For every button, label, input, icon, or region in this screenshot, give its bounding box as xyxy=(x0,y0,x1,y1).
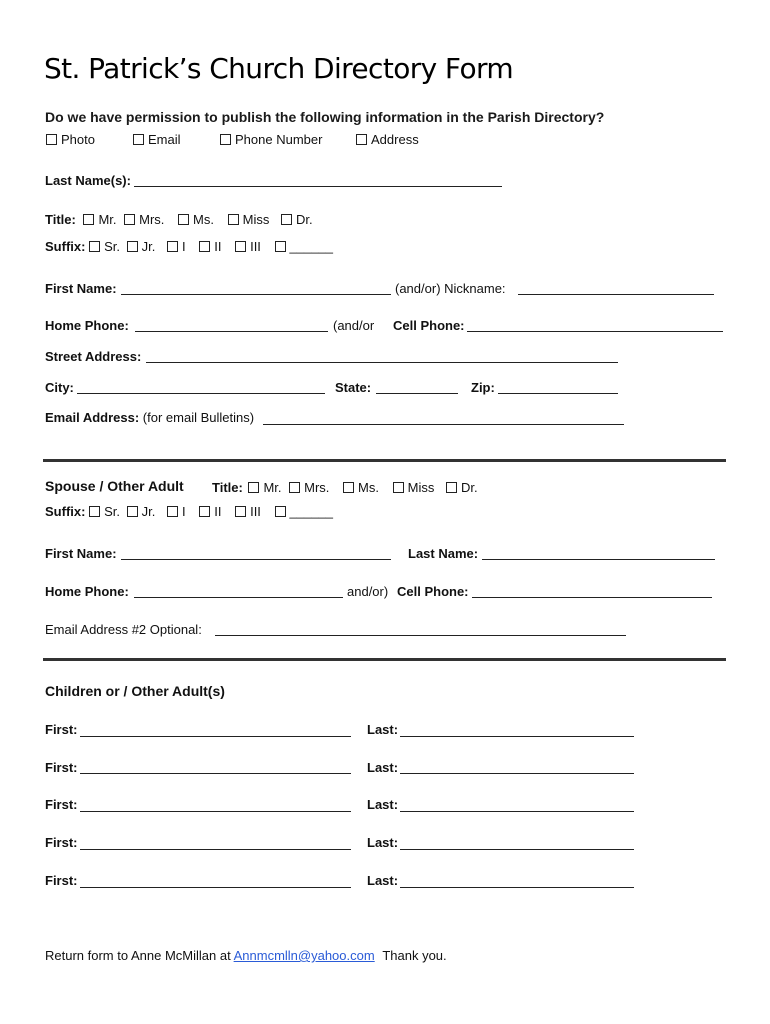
title-row: Title: Mr. Mrs. Ms. Miss Dr. xyxy=(45,212,313,227)
checkbox-icon[interactable] xyxy=(356,134,367,145)
permission-email[interactable]: Email xyxy=(133,132,181,147)
child-last-label: Last: xyxy=(367,835,399,850)
checkbox-icon[interactable] xyxy=(127,506,138,517)
checkbox-icon[interactable] xyxy=(228,214,239,225)
checkbox-icon[interactable] xyxy=(133,134,144,145)
child-first-field[interactable] xyxy=(80,736,351,737)
child-first-field[interactable] xyxy=(80,849,351,850)
checkbox-icon[interactable] xyxy=(343,482,354,493)
spouse-cell-phone-field[interactable] xyxy=(472,597,712,598)
checkbox-icon[interactable] xyxy=(124,214,135,225)
child-last-field[interactable] xyxy=(400,773,634,774)
spouse-title-miss[interactable]: Miss xyxy=(393,480,435,495)
suffix-row: Suffix: Sr. Jr. I II III ______ xyxy=(45,239,333,254)
cell-phone-field[interactable] xyxy=(467,331,723,332)
spouse-title-mr[interactable]: Mr. xyxy=(248,480,281,495)
child-first-field[interactable] xyxy=(80,773,351,774)
child-first-label: First: xyxy=(45,797,78,812)
child-last-label: Last: xyxy=(367,873,399,888)
checkbox-icon[interactable] xyxy=(248,482,259,493)
checkbox-icon[interactable] xyxy=(46,134,57,145)
cell-phone-label: Cell Phone: xyxy=(393,318,465,333)
child-first-label: First: xyxy=(45,722,78,737)
state-label: State: xyxy=(335,380,372,395)
permission-phone[interactable]: Phone Number xyxy=(220,132,322,147)
child-first-field[interactable] xyxy=(80,811,351,812)
suffix-ii[interactable]: II xyxy=(199,239,221,254)
footer: Return form to Anne McMillan at Annmcmlln@yahoo.com Thank you. xyxy=(45,948,447,963)
suffix-iii[interactable]: III xyxy=(235,239,261,254)
section-divider xyxy=(43,658,726,661)
child-last-field[interactable] xyxy=(400,849,634,850)
suffix-jr[interactable]: Jr. xyxy=(127,239,156,254)
title-ms[interactable]: Ms. xyxy=(178,212,214,227)
city-field[interactable] xyxy=(77,393,325,394)
nickname-field[interactable] xyxy=(518,294,714,295)
suffix-sr[interactable]: Sr. xyxy=(89,239,120,254)
suffix-i[interactable]: I xyxy=(167,239,186,254)
spouse-suffix-sr[interactable]: Sr. xyxy=(89,504,120,519)
child-last-field[interactable] xyxy=(400,811,634,812)
title-mr[interactable]: Mr. xyxy=(83,212,116,227)
checkbox-icon[interactable] xyxy=(178,214,189,225)
title-mrs[interactable]: Mrs. xyxy=(124,212,164,227)
zip-label: Zip: xyxy=(471,380,495,395)
spouse-title-mrs[interactable]: Mrs. xyxy=(289,480,329,495)
checkbox-icon[interactable] xyxy=(167,241,178,252)
state-field[interactable] xyxy=(376,393,458,394)
spouse-title-ms[interactable]: Ms. xyxy=(343,480,379,495)
suffix-other[interactable]: ______ xyxy=(275,239,333,254)
child-first-field[interactable] xyxy=(80,887,351,888)
email2-label: Email Address #2 Optional: xyxy=(45,622,202,637)
page-title: St. Patrick’s Church Directory Form xyxy=(44,52,514,85)
checkbox-icon[interactable] xyxy=(89,506,100,517)
child-last-field[interactable] xyxy=(400,736,634,737)
child-last-label: Last: xyxy=(367,797,399,812)
child-last-field[interactable] xyxy=(400,887,634,888)
spouse-title-dr[interactable]: Dr. xyxy=(446,480,478,495)
checkbox-icon[interactable] xyxy=(235,241,246,252)
permission-photo[interactable]: Photo xyxy=(46,132,95,147)
checkbox-icon[interactable] xyxy=(127,241,138,252)
street-field[interactable] xyxy=(146,362,618,363)
last-names-label: Last Name(s): xyxy=(45,173,131,188)
email2-field[interactable] xyxy=(215,635,626,636)
child-first-label: First: xyxy=(45,760,78,775)
child-last-label: Last: xyxy=(367,722,399,737)
first-name-field[interactable] xyxy=(121,294,391,295)
spouse-suffix-row: Suffix: Sr. Jr. I II III ______ xyxy=(45,504,333,519)
contact-email-link[interactable]: Annmcmlln@yahoo.com xyxy=(233,948,375,963)
child-first-label: First: xyxy=(45,873,78,888)
nickname-label: (and/or) Nickname: xyxy=(395,281,506,296)
home-phone-label: Home Phone: xyxy=(45,318,129,333)
spouse-cell-phone-label: Cell Phone: xyxy=(397,584,469,599)
spouse-heading: Spouse / Other Adult xyxy=(45,478,184,494)
spouse-last-name-label: Last Name: xyxy=(408,546,479,561)
city-label: City: xyxy=(45,380,74,395)
checkbox-icon[interactable] xyxy=(281,214,292,225)
permission-address[interactable]: Address xyxy=(356,132,419,147)
checkbox-icon[interactable] xyxy=(199,506,210,517)
checkbox-icon[interactable] xyxy=(83,214,94,225)
and-or-text: (and/or xyxy=(333,318,375,333)
last-names-field[interactable] xyxy=(134,186,502,187)
first-name-label: First Name: xyxy=(45,281,117,296)
children-heading: Children or / Other Adult(s) xyxy=(45,683,225,699)
checkbox-icon[interactable] xyxy=(220,134,231,145)
checkbox-icon[interactable] xyxy=(289,482,300,493)
checkbox-icon[interactable] xyxy=(446,482,457,493)
spouse-suffix-other[interactable]: ______ xyxy=(275,504,333,519)
child-first-label: First: xyxy=(45,835,78,850)
spouse-first-name-label: First Name: xyxy=(45,546,117,561)
title-miss[interactable]: Miss xyxy=(228,212,270,227)
spouse-first-name-field[interactable] xyxy=(121,559,391,560)
home-phone-field[interactable] xyxy=(135,331,328,332)
checkbox-icon[interactable] xyxy=(275,506,286,517)
spouse-suffix-jr[interactable]: Jr. xyxy=(127,504,156,519)
checkbox-icon[interactable] xyxy=(167,506,178,517)
spouse-and-or-text: and/or) xyxy=(347,584,389,599)
child-last-label: Last: xyxy=(367,760,399,775)
email-row: Email Address: (for email Bulletins) xyxy=(45,410,255,425)
checkbox-icon[interactable] xyxy=(235,506,246,517)
spouse-title-row: Title: Mr. Mrs. Ms. Miss Dr. xyxy=(212,480,478,495)
street-label: Street Address: xyxy=(45,349,142,364)
spouse-home-phone-field[interactable] xyxy=(134,597,343,598)
email-field[interactable] xyxy=(263,424,624,425)
checkbox-icon[interactable] xyxy=(199,241,210,252)
spouse-suffix-i[interactable]: I xyxy=(167,504,186,519)
spouse-home-phone-label: Home Phone: xyxy=(45,584,129,599)
title-dr[interactable]: Dr. xyxy=(281,212,313,227)
zip-field[interactable] xyxy=(498,393,618,394)
spouse-suffix-ii[interactable]: II xyxy=(199,504,221,519)
permission-question: Do we have permission to publish the following information in the Parish Directory? xyxy=(45,109,605,125)
spouse-suffix-iii[interactable]: III xyxy=(235,504,261,519)
checkbox-icon[interactable] xyxy=(393,482,404,493)
section-divider xyxy=(43,459,726,462)
checkbox-icon[interactable] xyxy=(89,241,100,252)
spouse-last-name-field[interactable] xyxy=(482,559,715,560)
checkbox-icon[interactable] xyxy=(275,241,286,252)
